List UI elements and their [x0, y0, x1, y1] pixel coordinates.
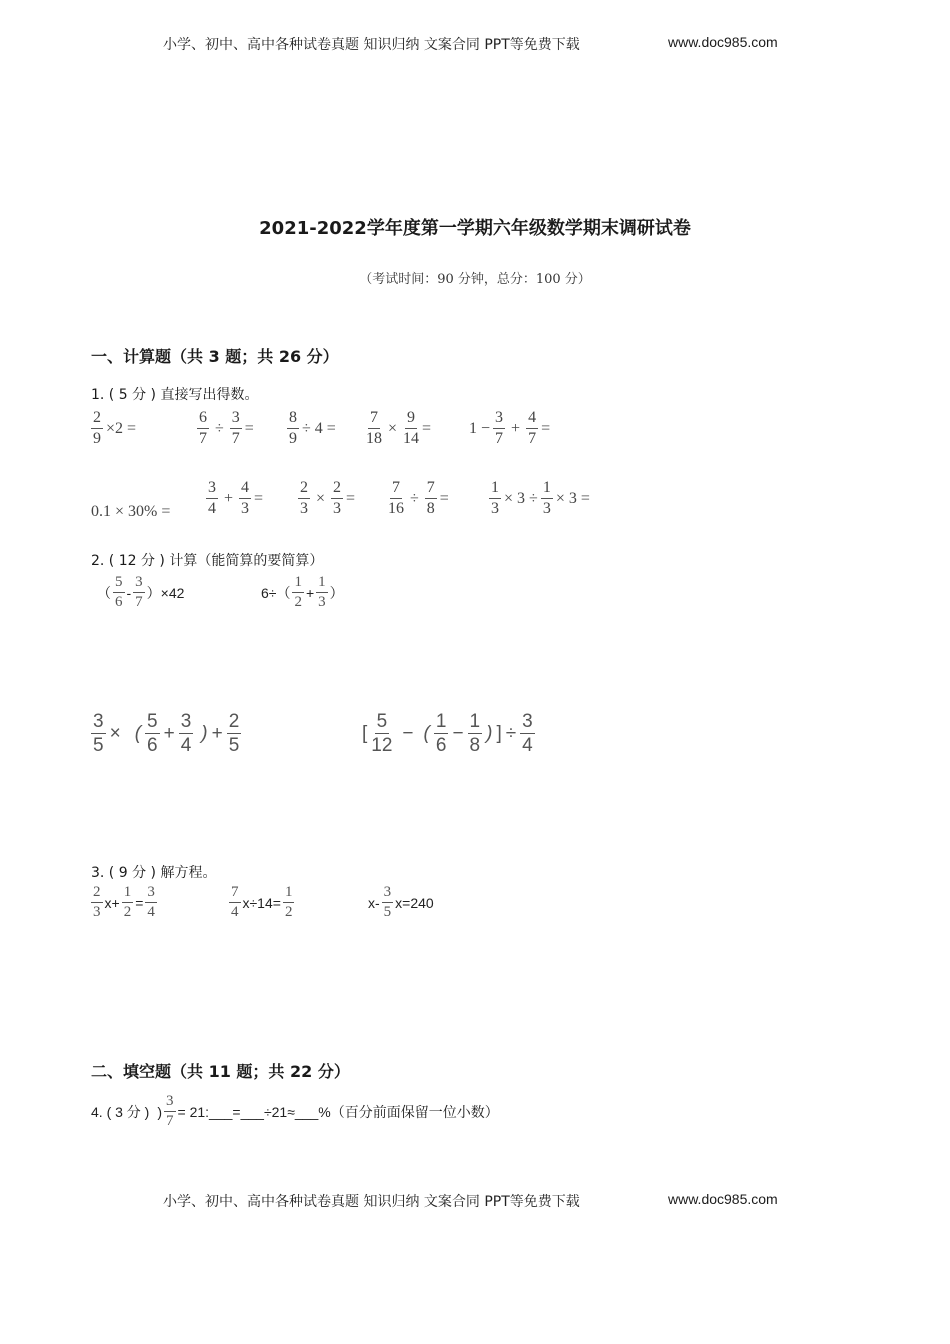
page-title: 2021-2022学年度第一学期六年级数学期末调研试卷	[259, 218, 691, 239]
expr-2-3: $\frac{2}{3}$ × $\frac{2}{3}$ =	[300, 479, 356, 517]
expr-1-1: $\frac{2}{9}$ ×2 =	[93, 409, 137, 447]
header-text: 小学、初中、高中各种试卷真题 知识归纳 文案合同 PPT等免费下载	[163, 37, 580, 53]
expr-2-4: $\frac{7}{16}$ ÷ $\frac{7}{8}$ =	[388, 479, 449, 517]
footer-site: www.doc985.com	[668, 1191, 778, 1207]
expr-2-5: $\frac{1}{3}$ × 3 ÷ $\frac{1}{3}$ × 3 =	[491, 479, 590, 517]
expr-1-2: $\frac{6}{7}$ ÷ $\frac{3}{7}$ =	[199, 409, 254, 447]
exam-info: （考试时间：90 分钟，总分：100 分）	[359, 272, 591, 287]
question-4: 4. ( 3 分 ) ) $\frac{3}{7}$ = 21:___=___÷21≈___%（百分前面保留一位小数）	[91, 1093, 499, 1129]
equation-3: x- 3 5 x=240	[368, 884, 434, 920]
fraction: $\frac{2}{9}$	[93, 409, 101, 447]
expr-1-3: $\frac{8}{9}$ ÷ 4 =	[289, 409, 336, 447]
header-site: www.doc985.com	[668, 34, 778, 50]
footer-text: 小学、初中、高中各种试卷真题 知识归纳 文案合同 PPT等免费下载	[163, 1194, 580, 1210]
equation-2: 7 4 x÷14= $\frac{1}{2}$	[231, 884, 293, 920]
expr-1-4: $\frac{7}{18}$ × $\frac{9}{14}$ =	[366, 409, 432, 447]
equation-1: 2 3 x+ $\frac{1}{2}$ = $\frac{3}{4}$	[93, 884, 155, 920]
expr-q2-4: [ 5 12 − ( 1 6 − $\frac{1}{8}$ ) ] ÷ $\frac{3}{4}$	[362, 711, 533, 756]
question-1: 1. ( 5 分 ) 直接写出得数。	[91, 387, 259, 403]
question-3: 3. ( 9 分 ) 解方程。	[91, 865, 217, 881]
section-heading-fill: 二、填空题（共 11 题；共 22 分）	[91, 1062, 350, 1081]
expr-1-5: 1 − $\frac{3}{7}$ + $\frac{4}{7}$ =	[469, 409, 551, 447]
expr-q2-2: 6÷（ 1 2 + $\frac{1}{3}$ ）	[261, 574, 344, 610]
expr-q2-3: $\frac{3}{5}$ × ( 5 6 + $\frac{3}{4}$ ) + $\frac{2}{5}$	[93, 711, 240, 756]
section-heading-calc: 一、计算题（共 3 题；共 26 分）	[91, 347, 339, 366]
expr-2-1: 0.1 × 30% =	[91, 503, 171, 520]
expr-q2-1: （ 5 6 - 3 7 ）×42	[97, 574, 185, 610]
expr-2-2: 3 4 + $\frac{4}{3}$ =	[208, 479, 264, 517]
question-2: 2. ( 12 分 ) 计算（能简算的要简算）	[91, 553, 324, 569]
